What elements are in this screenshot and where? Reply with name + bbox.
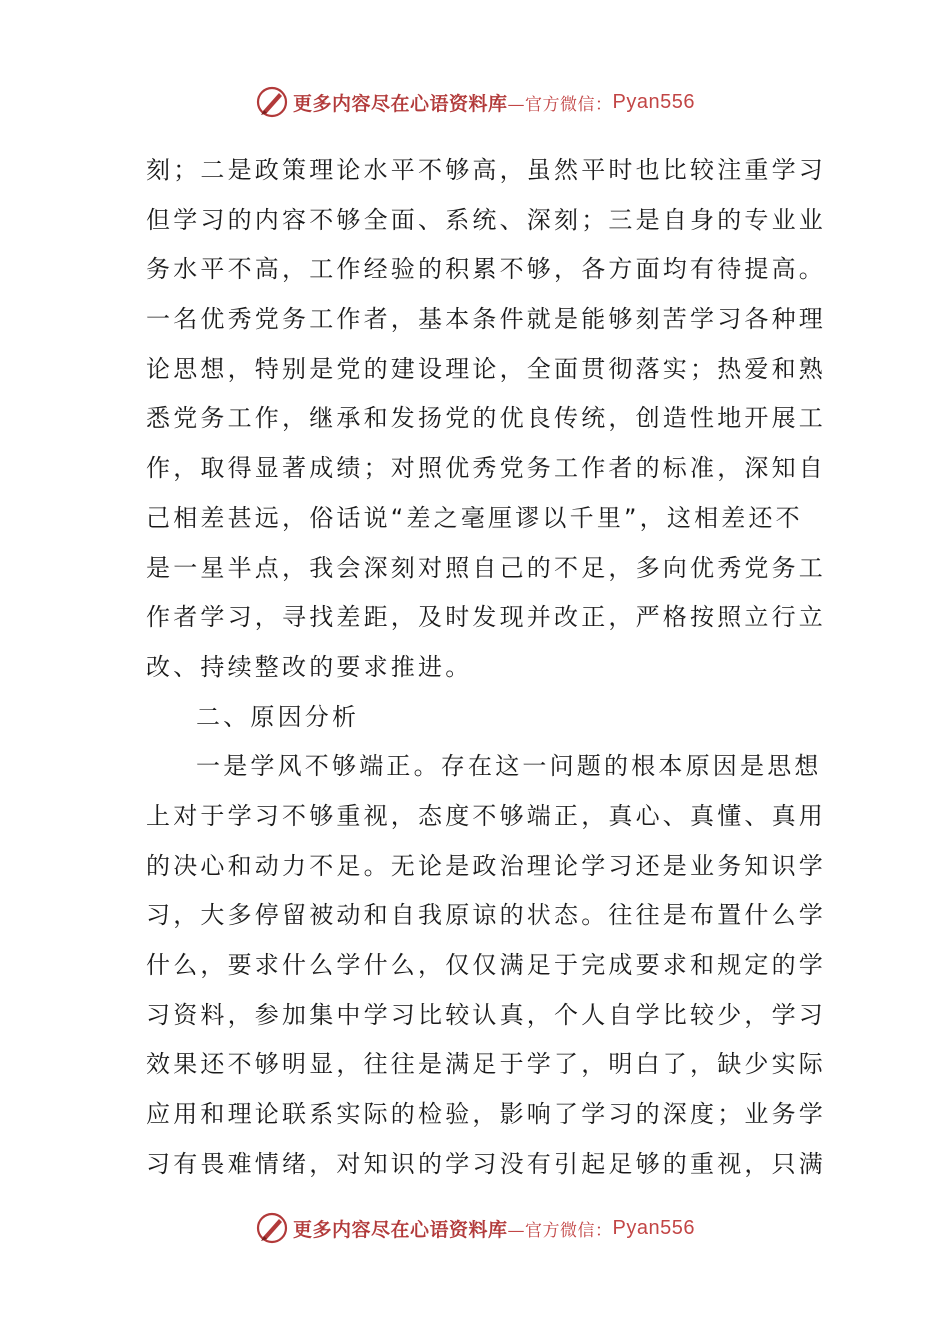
text-line: 是一星半点，我会深刻对照自己的不足，多向优秀党务工: [146, 553, 826, 582]
watermark-footer: [0, 1208, 950, 1248]
watermark-main-text: 更多内容尽在心语资料库: [293, 1218, 508, 1241]
text-line: 效果还不够明显，往往是满足于学了，明白了，缺少实际: [146, 1050, 826, 1079]
watermark-wechat-id: Pyan556: [612, 1216, 695, 1239]
text-line: 习资料，参加集中学习比较认真，个人自学比较少，学习: [146, 1000, 826, 1029]
text-line: 的决心和动力不足。无论是政治理论学习还是业务知识学: [146, 851, 826, 880]
text-line: 改、持续整改的要求推进。: [146, 652, 473, 681]
text-line: 悉党务工作，继承和发扬党的优良传统，创造性地开展工: [146, 404, 826, 433]
watermark-side-text: —官方微信：: [507, 1220, 613, 1241]
text-line: 一是学风不够端正。存在这一问题的根本原因是思想: [196, 752, 822, 781]
text-line: 刻；二是政策理论水平不够高，虽然平时也比较注重学习: [146, 156, 826, 184]
text-line: 作者学习，寻找差距，及时发现并改正，严格按照立行立: [146, 603, 826, 632]
text-line: 应用和理论联系实际的检验，影响了学习的深度；业务学: [146, 1100, 826, 1129]
watermark-main-text: 更多内容尽在心语资料库: [293, 92, 508, 115]
text-line: 一名优秀党务工作者，基本条件就是能够刻苦学习各种理: [146, 305, 826, 334]
text-line: 论思想，特别是党的建设理论，全面贯彻落实；热爱和熟: [146, 354, 826, 383]
watermark-side-text: —官方微信：: [507, 94, 613, 115]
pen-logo-icon: [255, 85, 289, 119]
watermark-wechat-id: Pyan556: [612, 90, 695, 113]
text-line: 习有畏难情绪，对知识的学习没有引起足够的重视，只满: [146, 1149, 826, 1178]
text-line: 但学习的内容不够全面、系统、深刻；三是自身的专业业: [146, 205, 826, 234]
text-line: 习，大多停留被动和自我原谅的状态。往往是布置什么学: [146, 901, 826, 930]
pen-logo-icon: [255, 1211, 289, 1245]
text-line: 什么，要求什么学什么，仅仅满足于完成要求和规定的学: [146, 951, 826, 979]
text-line: 作，取得显著成绩；对照优秀党务工作者的标准，深知自: [146, 454, 826, 483]
watermark-header: [0, 82, 950, 122]
text-line: 己相差甚远，俗话说“差之毫厘谬以千里”，这相差还不: [146, 503, 803, 532]
document-body: [146, 146, 826, 1189]
section-heading: 二、原因分析: [196, 702, 360, 731]
text-line: 上对于学习不够重视，态度不够端正，真心、真懂、真用: [146, 801, 826, 830]
text-line: 务水平不高，工作经验的积累不够，各方面均有待提高。: [146, 255, 826, 284]
